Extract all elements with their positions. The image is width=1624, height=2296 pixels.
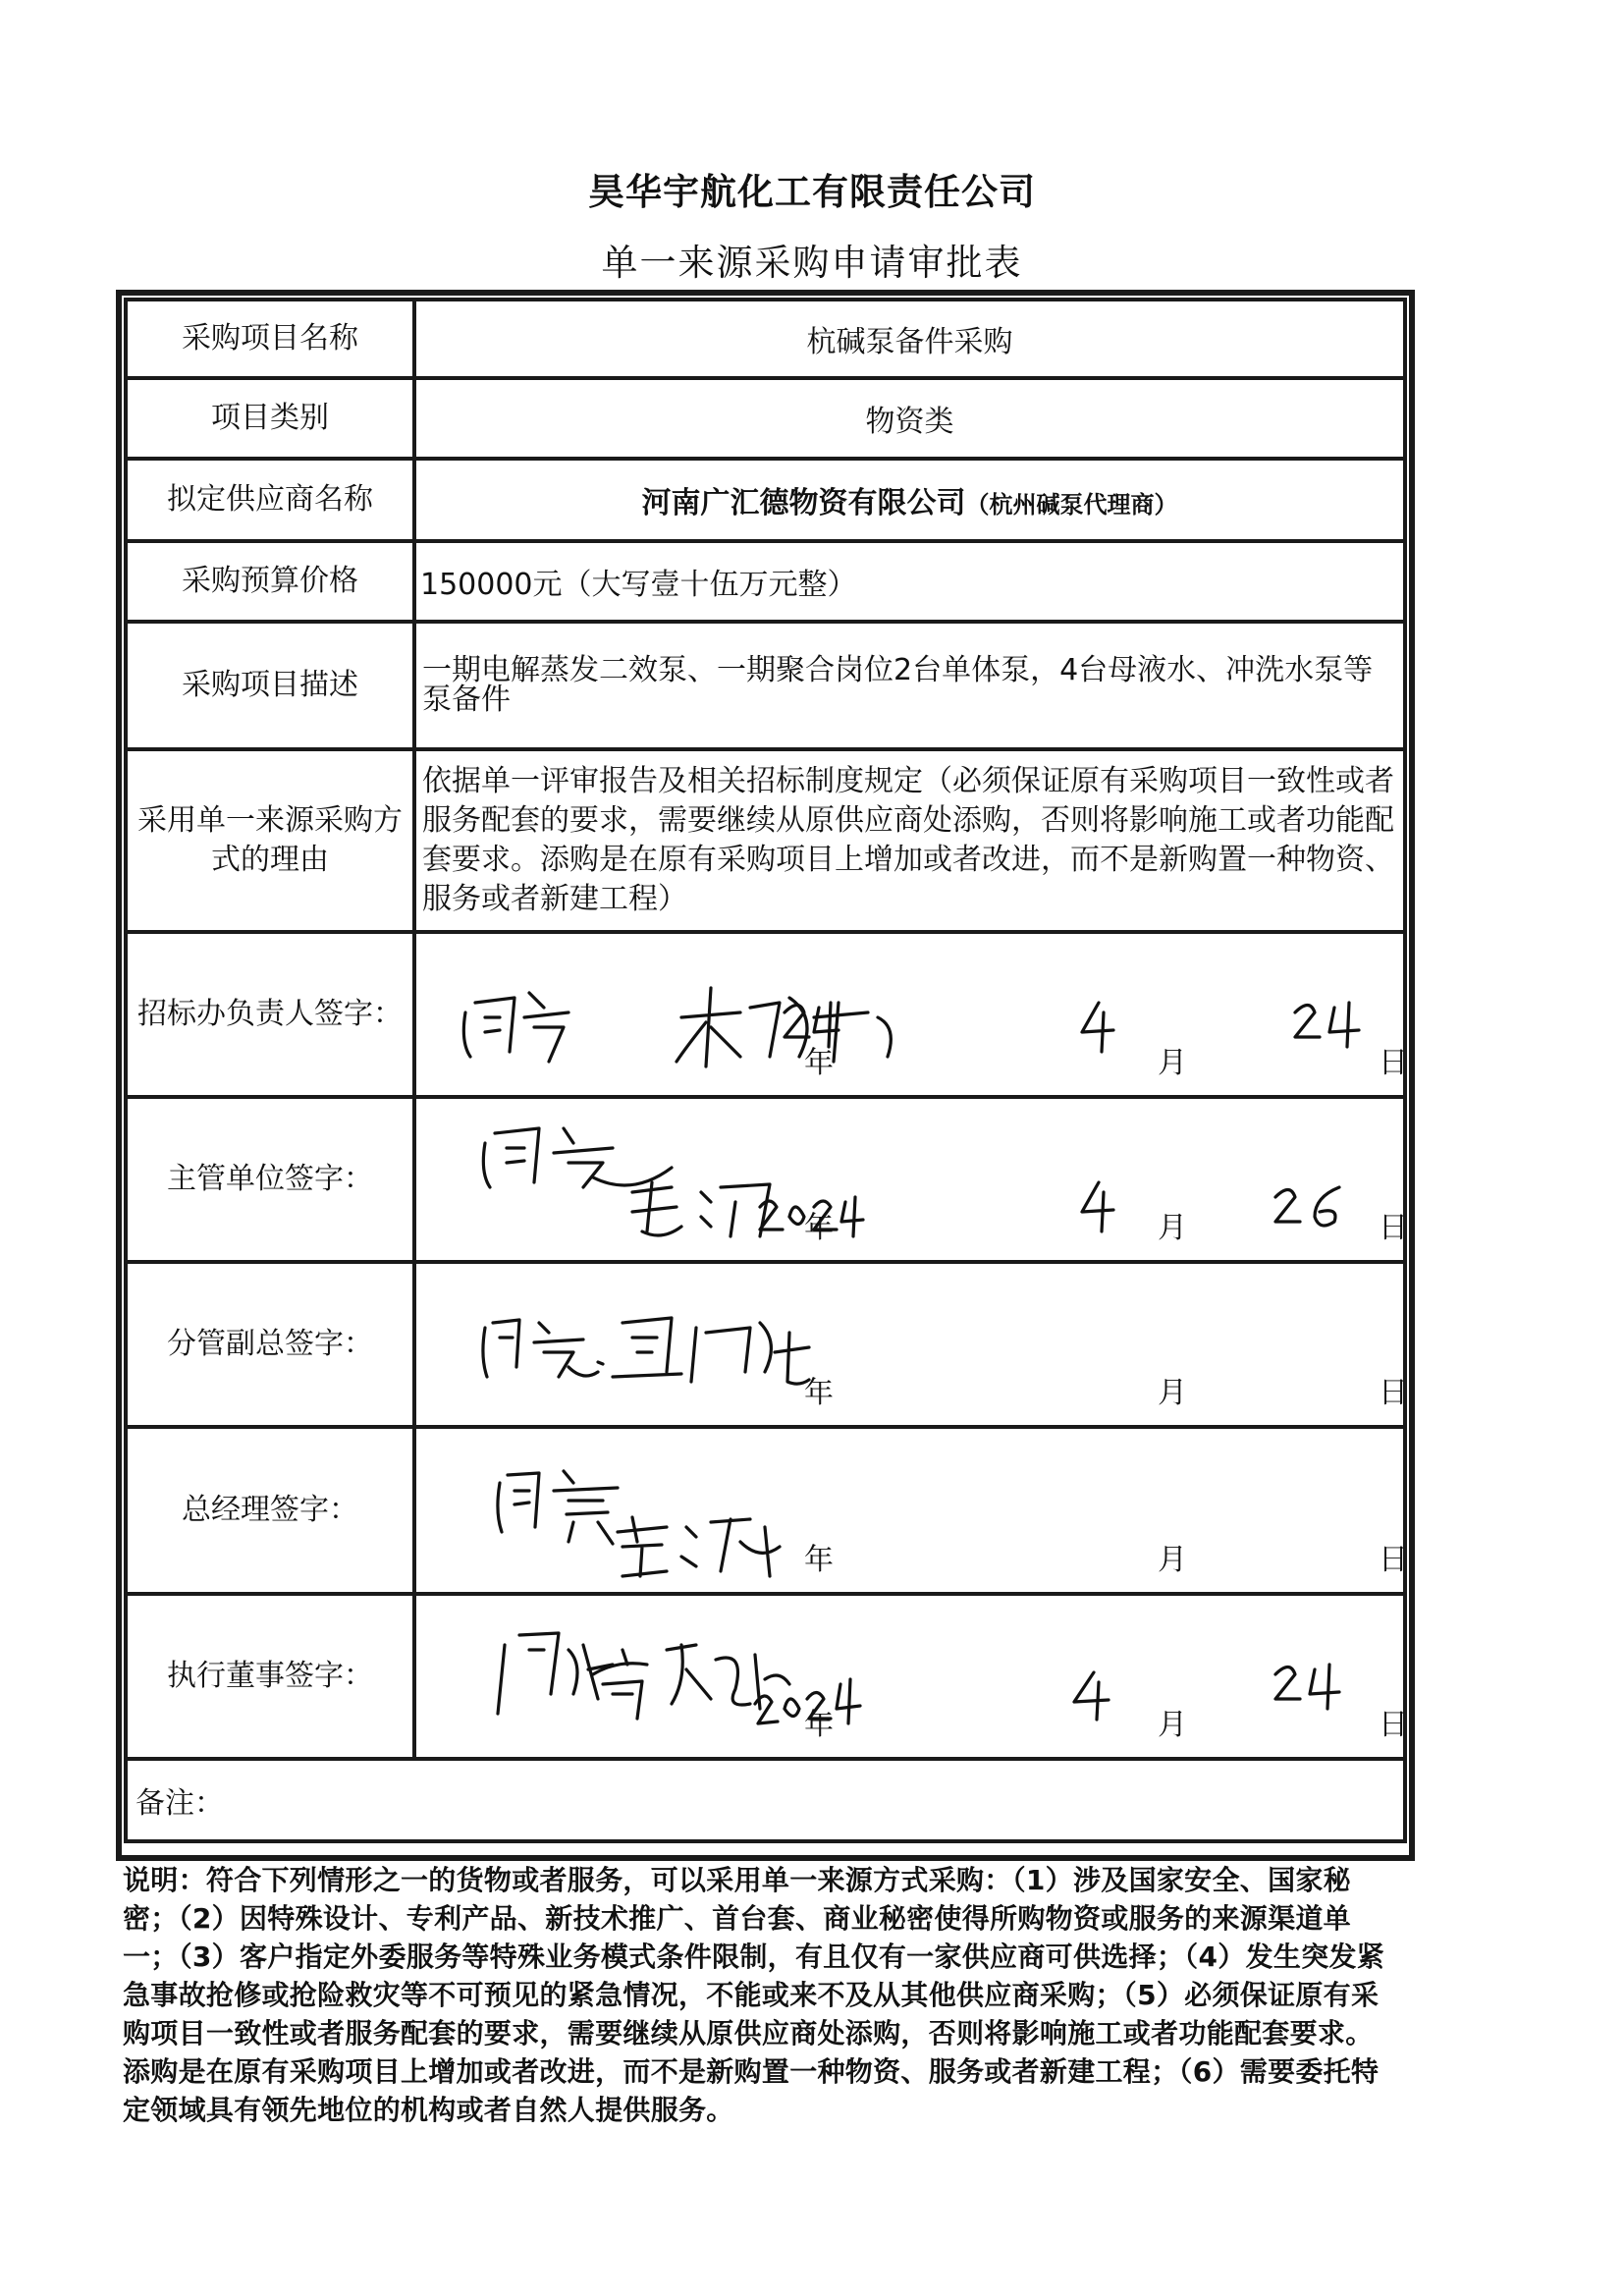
handwriting-day <box>1271 1655 1359 1714</box>
row-notes <box>126 1759 1405 1841</box>
handwriting-month <box>1064 1665 1123 1723</box>
signature-label: 招标办负责人签字： <box>126 932 414 1097</box>
handwriting-agree <box>475 1308 603 1396</box>
month-label: 月 <box>1158 1046 1187 1080</box>
handwritten-signature-image <box>416 1264 1403 1425</box>
category-label: 项目类别 <box>126 378 414 459</box>
company-name: 昊华宇航化工有限责任公司 <box>588 171 1036 213</box>
signature-cell <box>414 932 1408 1097</box>
project-name-value: 杭碱泵备件采购 <box>414 300 1405 378</box>
reason-value: 依据单一评审报告及相关招标制度规定（必须保证原有采购项目一致性或者服务配套的要求，需要继续从原供应商处添购，否则将影响施工或者功能配套要求。添购是在原有采购项目上增加或者改进，而不是新购置一种物资、服务或者新建工程） <box>414 749 1405 932</box>
supplier-name: 河南广汇德物资有限公司 <box>641 486 966 520</box>
year-label: 年 <box>804 1046 834 1080</box>
budget-label: 采购预算价格 <box>126 541 414 622</box>
row-description <box>126 622 1405 749</box>
handwritten-signature-image <box>416 1429 1403 1592</box>
row-budget <box>126 541 1405 622</box>
day-label: 日 <box>1379 1543 1408 1577</box>
month-label: 月 <box>1158 1708 1187 1742</box>
row-signature-executive-director <box>126 1594 1405 1759</box>
day-label: 日 <box>1379 1211 1408 1245</box>
notes-label: 备注： <box>126 1759 1405 1841</box>
project-name-label: 采购项目名称 <box>126 300 414 378</box>
description-label: 采购项目描述 <box>126 622 414 749</box>
category-value: 物资类 <box>414 378 1405 459</box>
row-reason <box>126 749 1405 932</box>
supplier-value <box>414 459 1405 541</box>
signature-label: 执行董事签字： <box>126 1594 414 1759</box>
year-label: 年 <box>804 1211 834 1245</box>
day-label: 日 <box>1379 1376 1408 1410</box>
reason-label: 采用单一来源采购方式的理由 <box>126 749 414 932</box>
row-category <box>126 378 1405 459</box>
handwritten-signature-image <box>416 1596 1403 1757</box>
approval-form-table <box>124 298 1407 1843</box>
description-value: 一期电解蒸发二效泵、一期聚合岗位2台单体泵，4台母液水、冲洗水泵等泵备件 <box>414 622 1405 749</box>
signature-label: 总经理签字： <box>126 1427 414 1594</box>
signature-label: 分管副总签字： <box>126 1262 414 1427</box>
signature-label: 主管单位签字： <box>126 1097 414 1262</box>
month-label: 月 <box>1158 1543 1187 1577</box>
day-label: 日 <box>1379 1046 1408 1080</box>
signature-cell <box>414 1594 1408 1759</box>
day-label: 日 <box>1379 1708 1408 1742</box>
signature-cell <box>414 1097 1408 1262</box>
handwritten-signature-image <box>416 1099 1403 1260</box>
handwriting-name <box>613 1507 789 1586</box>
row-signature-deputy-gm <box>126 1262 1405 1427</box>
handwriting-day <box>1290 993 1369 1052</box>
row-project-name <box>126 300 1405 378</box>
month-label: 月 <box>1158 1376 1187 1410</box>
row-signature-bidding-office <box>126 932 1405 1097</box>
supplier-note: （杭州碱泵代理商） <box>965 491 1178 519</box>
form-title: 单一来源采购申请审批表 <box>601 242 1023 284</box>
signature-cell <box>414 1262 1408 1427</box>
row-signature-supervising-unit <box>126 1097 1405 1262</box>
month-label: 月 <box>1158 1211 1187 1245</box>
row-supplier <box>126 459 1405 541</box>
handwritten-signature-image <box>416 934 1403 1095</box>
year-label: 年 <box>804 1376 834 1410</box>
handwriting-month <box>1074 998 1123 1057</box>
year-label: 年 <box>804 1708 834 1742</box>
row-signature-gm <box>126 1427 1405 1594</box>
handwriting-month <box>1074 1177 1123 1236</box>
handwriting-name <box>593 1303 819 1401</box>
year-label: 年 <box>804 1543 834 1577</box>
supplier-label: 拟定供应商名称 <box>126 459 414 541</box>
signature-cell <box>414 1427 1408 1594</box>
handwriting-day <box>1271 1177 1359 1236</box>
budget-value: 150000元（大写壹十伍万元整） <box>414 541 1405 622</box>
explanation-text: 说明：符合下列情形之一的货物或者服务，可以采用单一来源方式采购：（1）涉及国家安全、国家秘密；（2）因特殊设计、专利产品、新技术推广、首台套、商业秘密使得所购物资或服务的来源渠道单一；（3）客户指定外委服务等特殊业务模式条件限制，有且仅有一家供应商可供选择；（4）发生突发紧急事故抢修或抢险救灾等不可预见的紧急情况，不能或来不及从其他供应商采购；（5）必须保证原有采购项目一致性或者服务配套的要求，需要继续从原供应商处添购，否则将影响施工或者功能配套要求。添购是在原有采购项目上增加或者改进，而不是新购置一种物资、服务或者新建工程；（6）需要委托特定领域具有领先地位的机构或者自然人提供服务。 <box>123 1864 1385 2126</box>
